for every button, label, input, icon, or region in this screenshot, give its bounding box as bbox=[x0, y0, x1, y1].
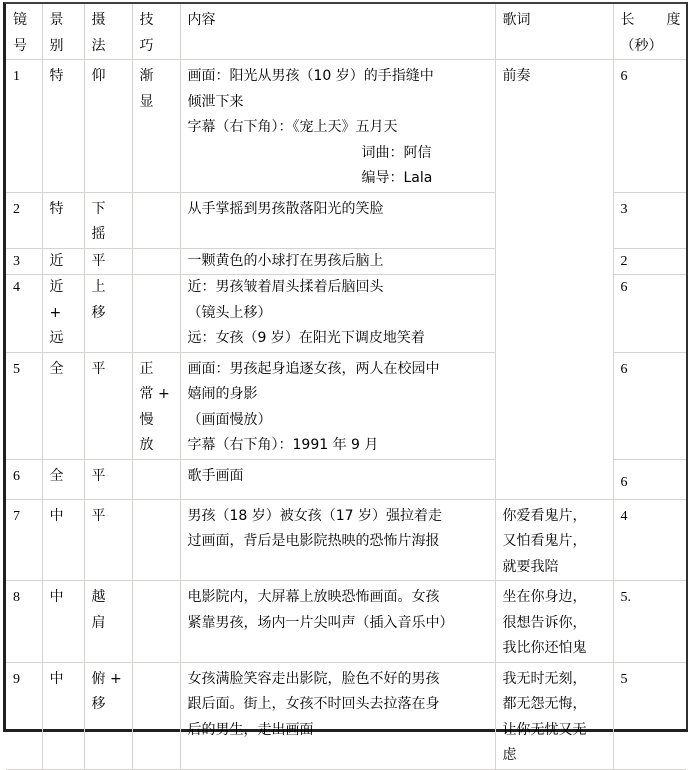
camera-move-cell bbox=[84, 192, 132, 248]
cell-text: 画面：男孩起身追逐女孩，两人在校园中 bbox=[187, 360, 440, 377]
cell-text: 都无怨无悔， bbox=[502, 696, 587, 712]
cell-text: 渐 bbox=[139, 68, 154, 84]
camera-move-cell bbox=[84, 275, 132, 353]
storyboard-sheet bbox=[3, 2, 688, 763]
cell-text: 画面：阳光从男孩（10 岁）的手指缝中 bbox=[187, 68, 434, 84]
lyrics-cell bbox=[495, 499, 613, 581]
cell-text: 5. bbox=[620, 590, 631, 605]
content-cell bbox=[180, 459, 495, 499]
cell-text: 慢 bbox=[139, 411, 154, 428]
cell-text: 移 bbox=[91, 696, 106, 712]
shot-no-cell bbox=[6, 352, 42, 459]
cell-text: 从手掌摇到男孩散落阳光的笑脸 bbox=[187, 200, 384, 217]
header-text: 景 bbox=[49, 12, 64, 28]
cell-text: 很想告诉你， bbox=[502, 614, 587, 631]
shot-no-cell bbox=[6, 60, 42, 193]
cell-text: 俯 + bbox=[91, 670, 122, 687]
cell-text: （画面慢放） bbox=[187, 411, 272, 428]
shot-no-cell bbox=[6, 275, 42, 353]
content-cell bbox=[180, 352, 495, 459]
content-cell bbox=[180, 192, 495, 248]
cell-text: 让你无忧又无 bbox=[502, 721, 587, 738]
length-cell bbox=[613, 60, 686, 193]
header-text: 镜 bbox=[13, 12, 27, 28]
technique-cell bbox=[132, 352, 180, 459]
content-cell bbox=[180, 60, 495, 193]
header-text: 内容 bbox=[187, 12, 216, 28]
technique-cell bbox=[132, 662, 180, 769]
header-text: 长 bbox=[620, 12, 635, 28]
cell-text: 你爱看鬼片， bbox=[502, 507, 587, 524]
header-text: 技 bbox=[139, 12, 154, 28]
header-text: 别 bbox=[49, 37, 64, 54]
cell-text: 5 bbox=[13, 361, 20, 377]
technique-cell bbox=[132, 192, 180, 248]
cell-text: 歌手画面 bbox=[187, 467, 244, 484]
length-cell bbox=[613, 581, 686, 663]
cell-text: 6 bbox=[620, 280, 628, 295]
shot-size-cell bbox=[42, 581, 84, 663]
cell-text: 平 bbox=[91, 252, 106, 269]
cell-text: 词曲：阿信 bbox=[361, 144, 432, 161]
storyboard-table bbox=[6, 4, 686, 770]
cell-text: 特 bbox=[49, 200, 64, 217]
cell-text: 我比你还怕鬼 bbox=[502, 640, 587, 656]
technique-cell bbox=[132, 499, 180, 581]
cell-text: 平 bbox=[91, 507, 106, 524]
table-row bbox=[6, 499, 686, 581]
cell-text: 4 bbox=[13, 280, 20, 295]
shot-no-cell bbox=[6, 581, 42, 663]
header-text: 巧 bbox=[139, 37, 154, 54]
table-row bbox=[6, 662, 686, 769]
content-cell bbox=[180, 581, 495, 663]
camera-move-cell bbox=[84, 581, 132, 663]
header-text: （秒） bbox=[620, 37, 663, 54]
camera-move-cell bbox=[84, 499, 132, 581]
header-length bbox=[613, 4, 686, 60]
shot-size-cell bbox=[42, 662, 84, 769]
cell-text: 字幕（右下角）：《宠上天》五月天 bbox=[187, 119, 398, 135]
cell-text: 就要我陪 bbox=[502, 558, 559, 575]
cell-text: 嬉闹的身影 bbox=[187, 386, 258, 402]
shot-size-cell bbox=[42, 248, 84, 275]
camera-move-cell bbox=[84, 662, 132, 769]
lyrics-cell bbox=[495, 662, 613, 769]
table-row bbox=[6, 581, 686, 663]
length-cell bbox=[613, 352, 686, 459]
camera-move-cell bbox=[84, 352, 132, 459]
header-camera-move bbox=[84, 4, 132, 60]
cell-text: 下 bbox=[91, 200, 106, 217]
header-text: 号 bbox=[13, 37, 27, 54]
length-cell bbox=[613, 248, 686, 275]
length-cell bbox=[613, 459, 686, 499]
technique-cell bbox=[132, 581, 180, 663]
cell-text: 平 bbox=[91, 360, 106, 377]
length-cell bbox=[613, 275, 686, 353]
cell-text: 5 bbox=[620, 671, 628, 687]
cell-text: 7 bbox=[13, 508, 20, 524]
shot-no-cell bbox=[6, 192, 42, 248]
shot-size-cell bbox=[42, 499, 84, 581]
cell-text: 2 bbox=[13, 201, 20, 217]
cell-text: 近：男孩皱着眉头揉着后脑回头 bbox=[187, 279, 384, 295]
cell-text: 倾泄下来 bbox=[187, 93, 244, 110]
cell-text: 电影院内，大屏幕上放映恐怖画面。女孩 bbox=[187, 589, 440, 605]
header-text: 摄 bbox=[91, 12, 106, 28]
cell-text: 中 bbox=[49, 589, 64, 605]
cell-text: 显 bbox=[139, 93, 154, 110]
cell-text: 近 bbox=[49, 252, 64, 269]
cell-text: 女孩满脸笑容走出影院，脸色不好的男孩 bbox=[187, 670, 440, 687]
header-text: 法 bbox=[91, 37, 106, 54]
content-cell bbox=[180, 662, 495, 769]
header-text: 度 bbox=[666, 12, 681, 28]
cell-text: 远 bbox=[49, 330, 64, 346]
cell-text: 6 bbox=[13, 468, 20, 484]
cell-text: 正 bbox=[139, 360, 154, 377]
length-cell bbox=[613, 499, 686, 581]
technique-cell bbox=[132, 275, 180, 353]
length-cell bbox=[613, 662, 686, 769]
header-shot-no bbox=[6, 4, 42, 60]
cell-text: （镜头上移） bbox=[187, 304, 272, 321]
shot-size-cell bbox=[42, 275, 84, 353]
cell-text: 4 bbox=[620, 508, 628, 524]
shot-no-cell bbox=[6, 459, 42, 499]
shot-no-cell bbox=[6, 499, 42, 581]
cell-text: 平 bbox=[91, 467, 106, 484]
cell-text: 紧靠男孩，场内一片尖叫声（插入音乐中） bbox=[187, 614, 454, 631]
cell-text: 3 bbox=[13, 253, 20, 269]
cell-text: 8 bbox=[13, 590, 20, 605]
cell-text: 前奏 bbox=[502, 68, 531, 84]
cell-text: 3 bbox=[620, 201, 628, 217]
cell-text: 放 bbox=[139, 437, 154, 453]
cell-text: 我无时无刻， bbox=[502, 670, 587, 687]
camera-move-cell bbox=[84, 459, 132, 499]
camera-move-cell bbox=[84, 248, 132, 275]
cell-text: 一颗黄色的小球打在男孩后脑上 bbox=[187, 252, 384, 269]
cell-text: 全 bbox=[49, 467, 64, 484]
technique-cell bbox=[132, 459, 180, 499]
shot-size-cell bbox=[42, 352, 84, 459]
cell-text: 摇 bbox=[91, 226, 106, 242]
lyrics-cell bbox=[495, 581, 613, 663]
shot-no-cell bbox=[6, 662, 42, 769]
cell-text: 6 bbox=[620, 69, 628, 84]
cell-text: 特 bbox=[49, 68, 64, 84]
cell-text: 男孩（18 岁）被女孩（17 岁）强拉着走 bbox=[187, 507, 443, 524]
cell-text: 虑 bbox=[502, 747, 517, 763]
cell-text: 编导：Lala bbox=[361, 170, 433, 186]
header-shot-size bbox=[42, 4, 84, 60]
cell-text: 6 bbox=[620, 474, 628, 490]
header-row bbox=[6, 4, 686, 60]
cell-text: 全 bbox=[49, 360, 64, 377]
header-technique bbox=[132, 4, 180, 60]
cell-text: 移 bbox=[91, 304, 106, 321]
shot-size-cell bbox=[42, 192, 84, 248]
cell-text: 坐在你身边， bbox=[502, 589, 587, 605]
cell-text: 中 bbox=[49, 507, 64, 524]
cell-text: 后的男生，走出画面 bbox=[187, 721, 314, 738]
cell-text: 6 bbox=[620, 361, 628, 377]
shot-no-cell bbox=[6, 248, 42, 275]
cell-text: 字幕（右下角）：1991 年 9 月 bbox=[187, 437, 379, 453]
cell-text: 跟后面。街上，女孩不时回头去拉落在身 bbox=[187, 696, 440, 712]
cell-text: 越 bbox=[91, 589, 106, 605]
camera-move-cell bbox=[84, 60, 132, 193]
table-row bbox=[6, 60, 686, 193]
lyrics-cell bbox=[495, 60, 613, 500]
cell-text: 2 bbox=[620, 253, 628, 269]
cell-text: 中 bbox=[49, 670, 64, 687]
technique-cell bbox=[132, 60, 180, 193]
cell-text: 仰 bbox=[91, 68, 106, 84]
cell-text: + bbox=[49, 304, 62, 321]
header-lyrics bbox=[495, 4, 613, 60]
header-content bbox=[180, 4, 495, 60]
content-cell bbox=[180, 499, 495, 581]
shot-size-cell bbox=[42, 60, 84, 193]
header-text: 歌词 bbox=[502, 12, 531, 28]
cell-text: 上 bbox=[91, 279, 106, 295]
cell-text: 远：女孩（9 岁）在阳光下调皮地笑着 bbox=[187, 330, 425, 346]
cell-text: 过画面，背后是电影院热映的恐怖片海报 bbox=[187, 533, 440, 549]
cell-text: 常 + bbox=[139, 386, 170, 402]
content-cell bbox=[180, 248, 495, 275]
cell-text: 9 bbox=[13, 671, 20, 687]
cell-text: 又怕看鬼片， bbox=[502, 533, 587, 549]
technique-cell bbox=[132, 248, 180, 275]
length-cell bbox=[613, 192, 686, 248]
cell-text: 肩 bbox=[91, 614, 106, 631]
shot-size-cell bbox=[42, 459, 84, 499]
cell-text: 近 bbox=[49, 279, 64, 295]
content-cell bbox=[180, 275, 495, 353]
cell-text: 1 bbox=[13, 69, 20, 84]
